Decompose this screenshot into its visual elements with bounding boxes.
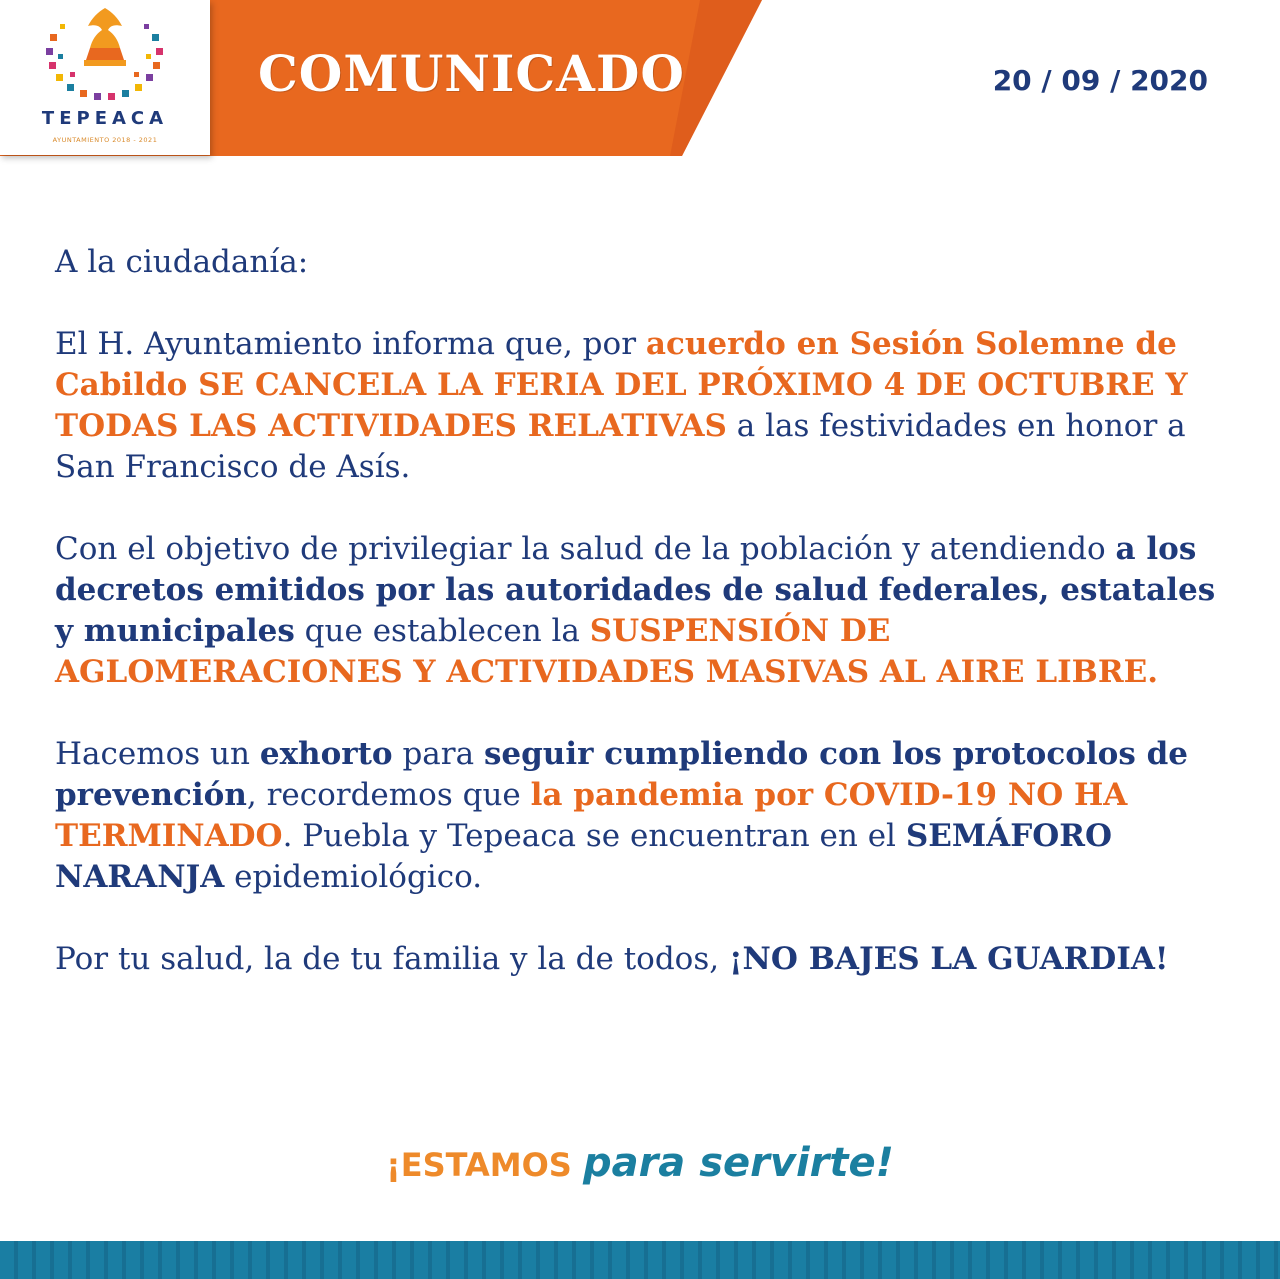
p3-bold-h: SEMÁFORO NARANJA: [55, 818, 1112, 895]
logo-name: TEPEACA: [41, 108, 169, 129]
p3-text-g: . Puebla y Tepeaca se encuentran en el: [282, 818, 906, 854]
p3-text-i: epidemiológico.: [224, 859, 483, 895]
p3-text-c: para: [392, 736, 484, 772]
p3-text-a: Hacemos un: [55, 736, 260, 772]
p2-bold: a los decretos emitidos por las autoridades de salud federales, estatales y municipales: [55, 531, 1216, 649]
greeting: [55, 242, 1225, 283]
p4-bold: ¡NO BAJES LA GUARDIA!: [728, 941, 1169, 977]
paragraph-closing: [55, 939, 1225, 980]
paragraph-decrees: [55, 529, 1225, 693]
paragraph-cancellation: [55, 324, 1225, 488]
p3-text-e: , recordemos que: [246, 777, 531, 813]
p2-text-mid: que establecen la: [294, 613, 590, 649]
paragraph-protocols: [55, 734, 1225, 898]
p2-highlight: SUSPENSIÓN DE AGLOMERACIONES Y ACTIVIDADES MASIVAS AL AIRE LIBRE.: [55, 613, 1158, 690]
logo-subtitle: AYUNTAMIENTO 2018 - 2021: [52, 136, 158, 144]
eagle-emblem-icon: [40, 4, 170, 104]
tepeaca-logo: [0, 0, 210, 155]
p2-text: Con el objetivo de privilegiar la salud de la población y atendiendo: [55, 531, 1116, 567]
p3-bold-a: exhorto: [259, 736, 393, 772]
p3-highlight: la pandemia por COVID-19 NO HA TERMINADO: [55, 777, 1128, 854]
p3-bold-d: seguir cumpliendo con los protocolos de prevención: [55, 736, 1188, 813]
page-title: COMUNICADO: [258, 44, 685, 103]
slogan: [0, 1140, 1280, 1186]
p1-text: El H. Ayuntamiento informa que, por: [55, 326, 646, 362]
slogan-part-a: ¡ESTAMOS: [386, 1146, 583, 1184]
greeting-text: A la ciudadanía:: [55, 244, 309, 280]
p4-text: Por tu salud, la de tu familia y la de todos,: [55, 941, 729, 977]
footer-strip: [0, 1241, 1280, 1279]
slogan-part-b: para servirte!: [582, 1140, 894, 1186]
announcement-body: [55, 242, 1225, 1021]
p1-text-end: a las festividades en honor a San Francisco de Asís.: [55, 408, 1186, 485]
date-label: 20 / 09 / 2020: [992, 64, 1208, 97]
p1-highlight: acuerdo en Sesión Solemne de Cabildo SE CANCELA LA FERIA DEL PRÓXIMO 4 DE OCTUBRE Y TODAS LAS ACTIVIDADES RELATIVAS: [55, 326, 1188, 444]
